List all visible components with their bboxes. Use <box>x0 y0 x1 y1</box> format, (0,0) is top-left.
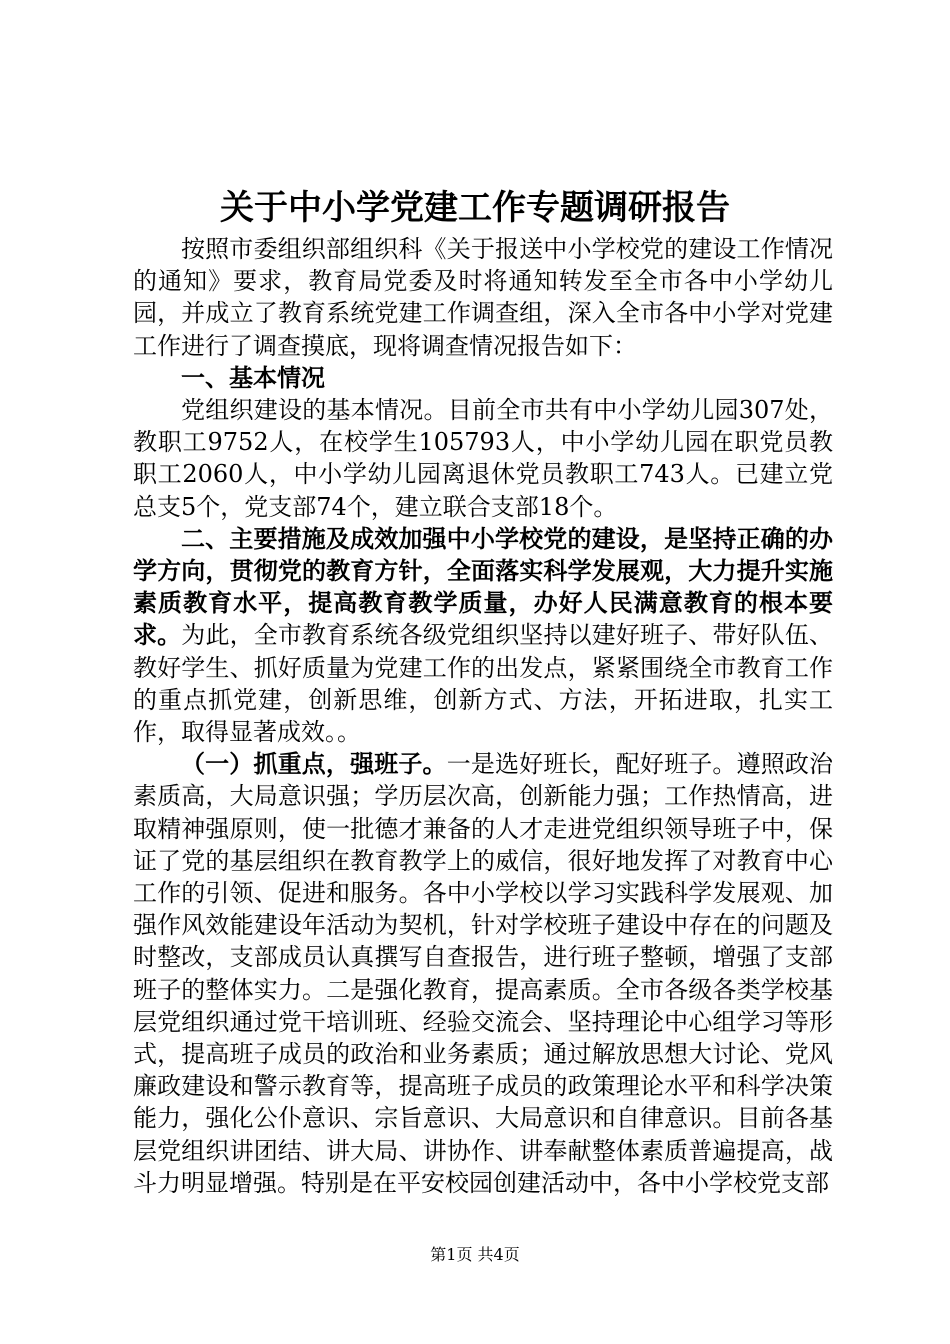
intro-paragraph: 按照市委组织部组织科《关于报送中小学校党的建设工作情况的通知》要求，教育局党委及时将通知转发至全市各中小学幼儿园，并成立了教育系统党建工作调查组，深入全市各中小学对党建工作进行了调查摸底，现将调查情况报告如下： <box>133 235 833 360</box>
section-2-heading: 二、主要措施及成效加强中小学校党的建设，是坚持正确的办学方向，贯彻党的教育方针，全面落实科学发展观，大力提升实施素质教育水平，提高教育教学质量，办好人民满意教育的根本要求。 <box>133 523 833 650</box>
section-1-paragraph: 党组织建设的基本情况。目前全市共有中小学幼儿园307处，教职工9752人，在校学生105793人，中小学幼儿园在职党员教职工2060人，中小学幼儿园离退休党员教职工743人。已建立党总支5个，党支部74个，建立联合支部18个。 <box>133 396 833 521</box>
section-2-paragraph <box>133 523 833 748</box>
subsection-1-text: 一是选好班长，配好班子。遵照政治素质高，大局意识强；学历层次高，创新能力强；工作热情高，进取精神强原则，使一批德才兼备的人才走进党组织领导班子中，保证了党的基层组织在教育教学上的威信，很好地发挥了对教育中心工作的引领、促进和服务。各中小学校以学习实践科学发展观、加强作风效能建设年活动为契机，针对学校班子建设中存在的问题及时整改，支部成员认真撰写自查报告，进行班子整顿，增强了支部班子的整体实力。二是强化教育，提高素质。全市各级各类学校基层党组织通过党干培训班、经验交流会、坚持理论中心组学习等形式，提高班子成员的政治和业务素质；通过解放思想大讨论、党风廉政建设和警示教育等，提高班子成员的政策理论水平和科学决策能力，强化公仆意识、宗旨意识、大局意识和自律意识。目前各基层党组织讲团结、讲大局、讲协作、讲奉献整体素质普遍提高，战斗力明显增强。特别是在平安校园创建活动中，各中小学校党支部 <box>133 750 834 1197</box>
section-1-heading: 一、基本情况 <box>181 362 325 392</box>
section-2-text: 为此，全市教育系统各级党组织坚持以建好班子、带好队伍、教好学生、抓好质量为党建工作的出发点，紧紧围绕全市教育工作的重点抓党建，创新思维，创新方式、方法，开拓进取，扎实工作，取得显著成效。。 <box>133 621 834 747</box>
subsection-1-heading: （一）抓重点，强班子。 <box>181 749 447 779</box>
document-title: 关于中小学党建工作专题调研报告 <box>220 188 730 228</box>
page-number-footer: 第1页 共4页 <box>430 1245 520 1264</box>
document-body <box>133 233 833 1199</box>
subsection-1-paragraph <box>133 748 833 1199</box>
